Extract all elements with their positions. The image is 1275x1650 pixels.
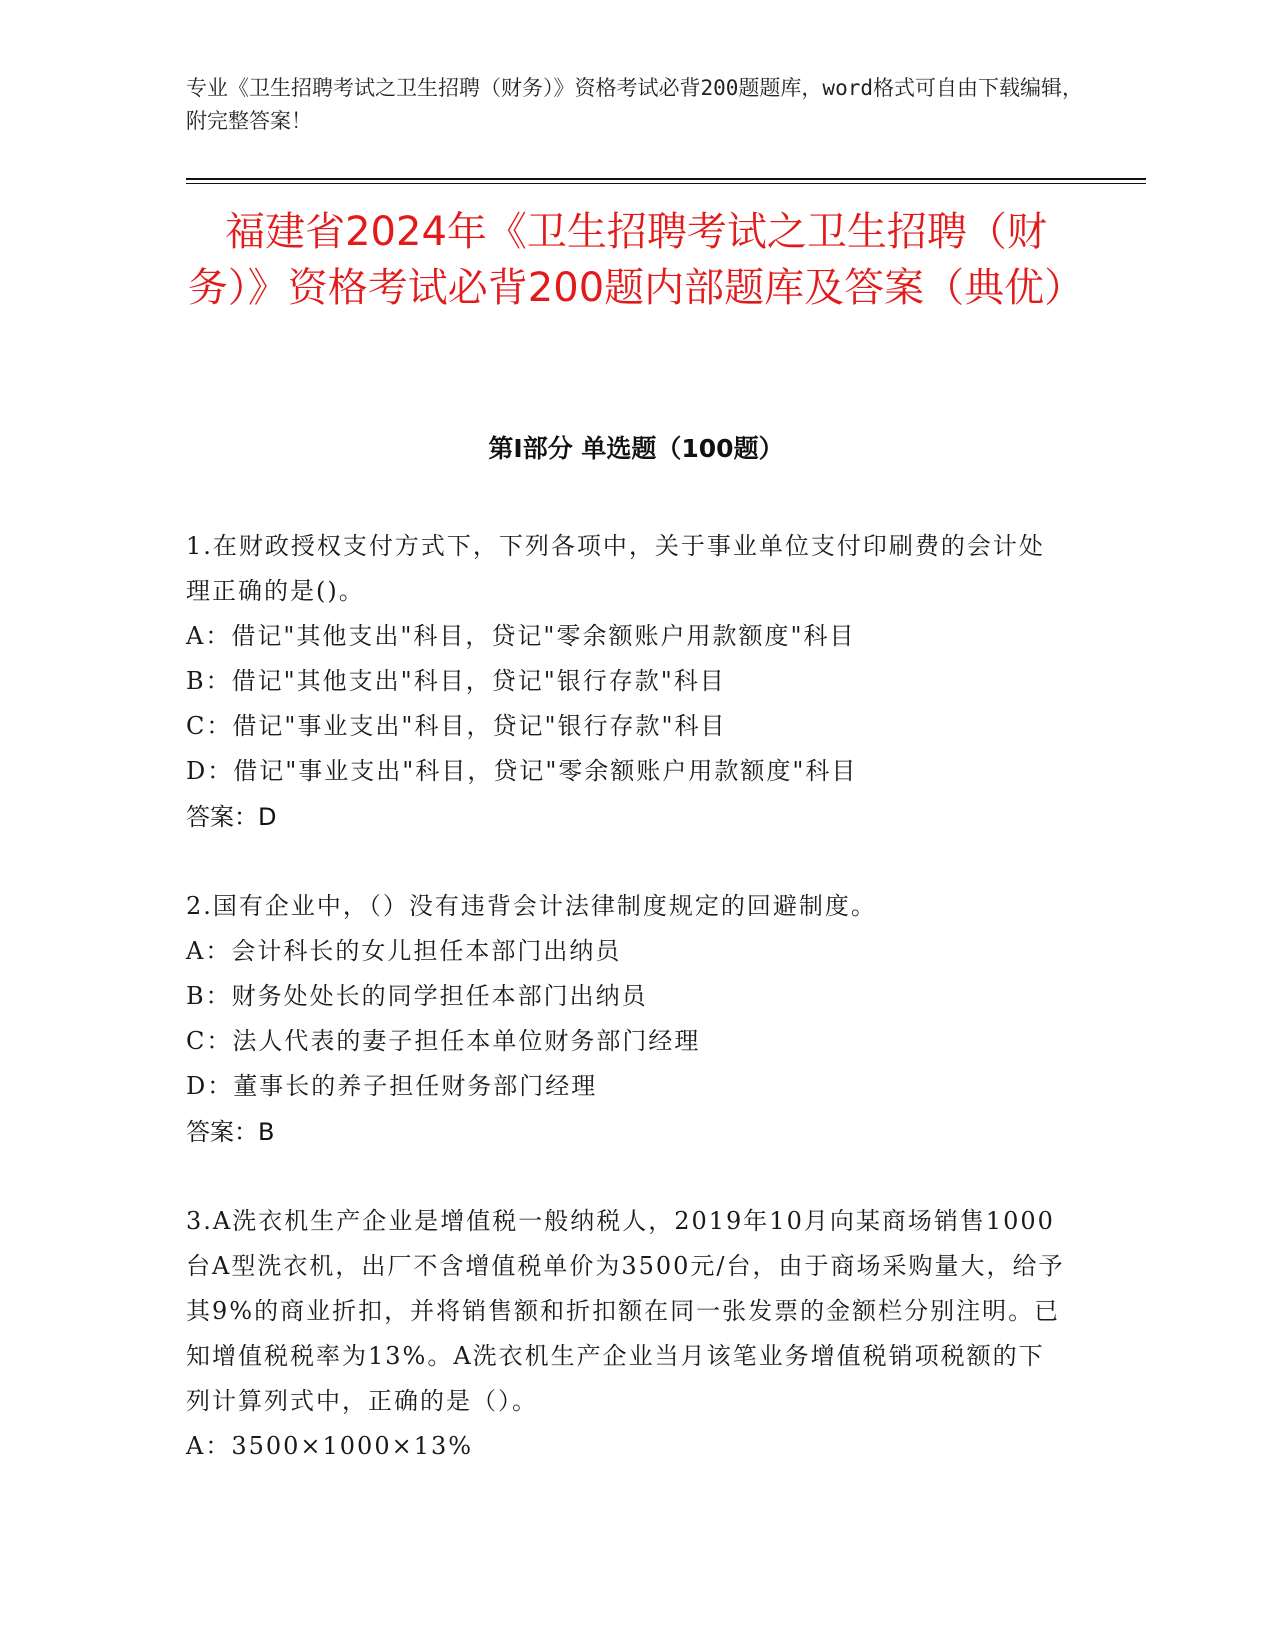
option-b: B：财务处处长的同学担任本部门出纳员 — [186, 982, 648, 1010]
option-c: C：借记"事业支出"科目，贷记"银行存款"科目 — [186, 712, 727, 740]
header-rule-thin — [186, 183, 1146, 184]
document-title: 福建省2024年《卫生招聘考试之卫生招聘（财务）》资格考试必背200题内部题库及答案（典优） — [187, 209, 1085, 311]
question-item — [186, 884, 1066, 1155]
option-c: C：法人代表的妻子担任本单位财务部门经理 — [186, 1027, 701, 1055]
answer: 答案：D — [186, 803, 277, 831]
question-item — [186, 1199, 1066, 1469]
header-rule — [186, 178, 1146, 180]
option-a: A：3500×1000×13% — [186, 1432, 474, 1460]
question-item — [186, 524, 1066, 840]
question-list — [186, 524, 1066, 1513]
question-stem: 1.在财政授权支付方式下，下列各项中，关于事业单位支付印刷费的会计处理正确的是()。 — [186, 532, 1045, 605]
question-stem: 2.国有企业中，（）没有违背会计法律制度规定的回避制度。 — [186, 892, 877, 920]
section-title: 第Ⅰ部分 单选题（100题） — [488, 434, 784, 463]
header-note: 专业《卫生招聘考试之卫生招聘（财务）》资格考试必背200题题库，word格式可自由下载编辑，附完整答案！ — [186, 76, 1083, 133]
question-stem: 3.A洗衣机生产企业是增值税一般纳税人，2019年10月向某商场销售1000台A型洗衣机，出厂不含增值税单价为3500元/台，由于商场采购量大，给予其9%的商业折扣，并将销售额和折扣额在同一张发票的金额栏分别注明。已知增值税税率为13%。A洗衣机生产企业当月该笔业务增值税销项税额的下列计算列式中，正确的是（）。 — [186, 1207, 1065, 1415]
option-a: A：会计科长的女儿担任本部门出纳员 — [186, 937, 622, 965]
option-d: D：董事长的养子担任财务部门经理 — [186, 1072, 598, 1100]
option-a: A：借记"其他支出"科目，贷记"零余额账户用款额度"科目 — [186, 622, 856, 650]
option-d: D：借记"事业支出"科目，贷记"零余额账户用款额度"科目 — [186, 757, 858, 785]
option-b: B：借记"其他支出"科目，贷记"银行存款"科目 — [186, 667, 726, 695]
answer: 答案：B — [186, 1118, 275, 1146]
